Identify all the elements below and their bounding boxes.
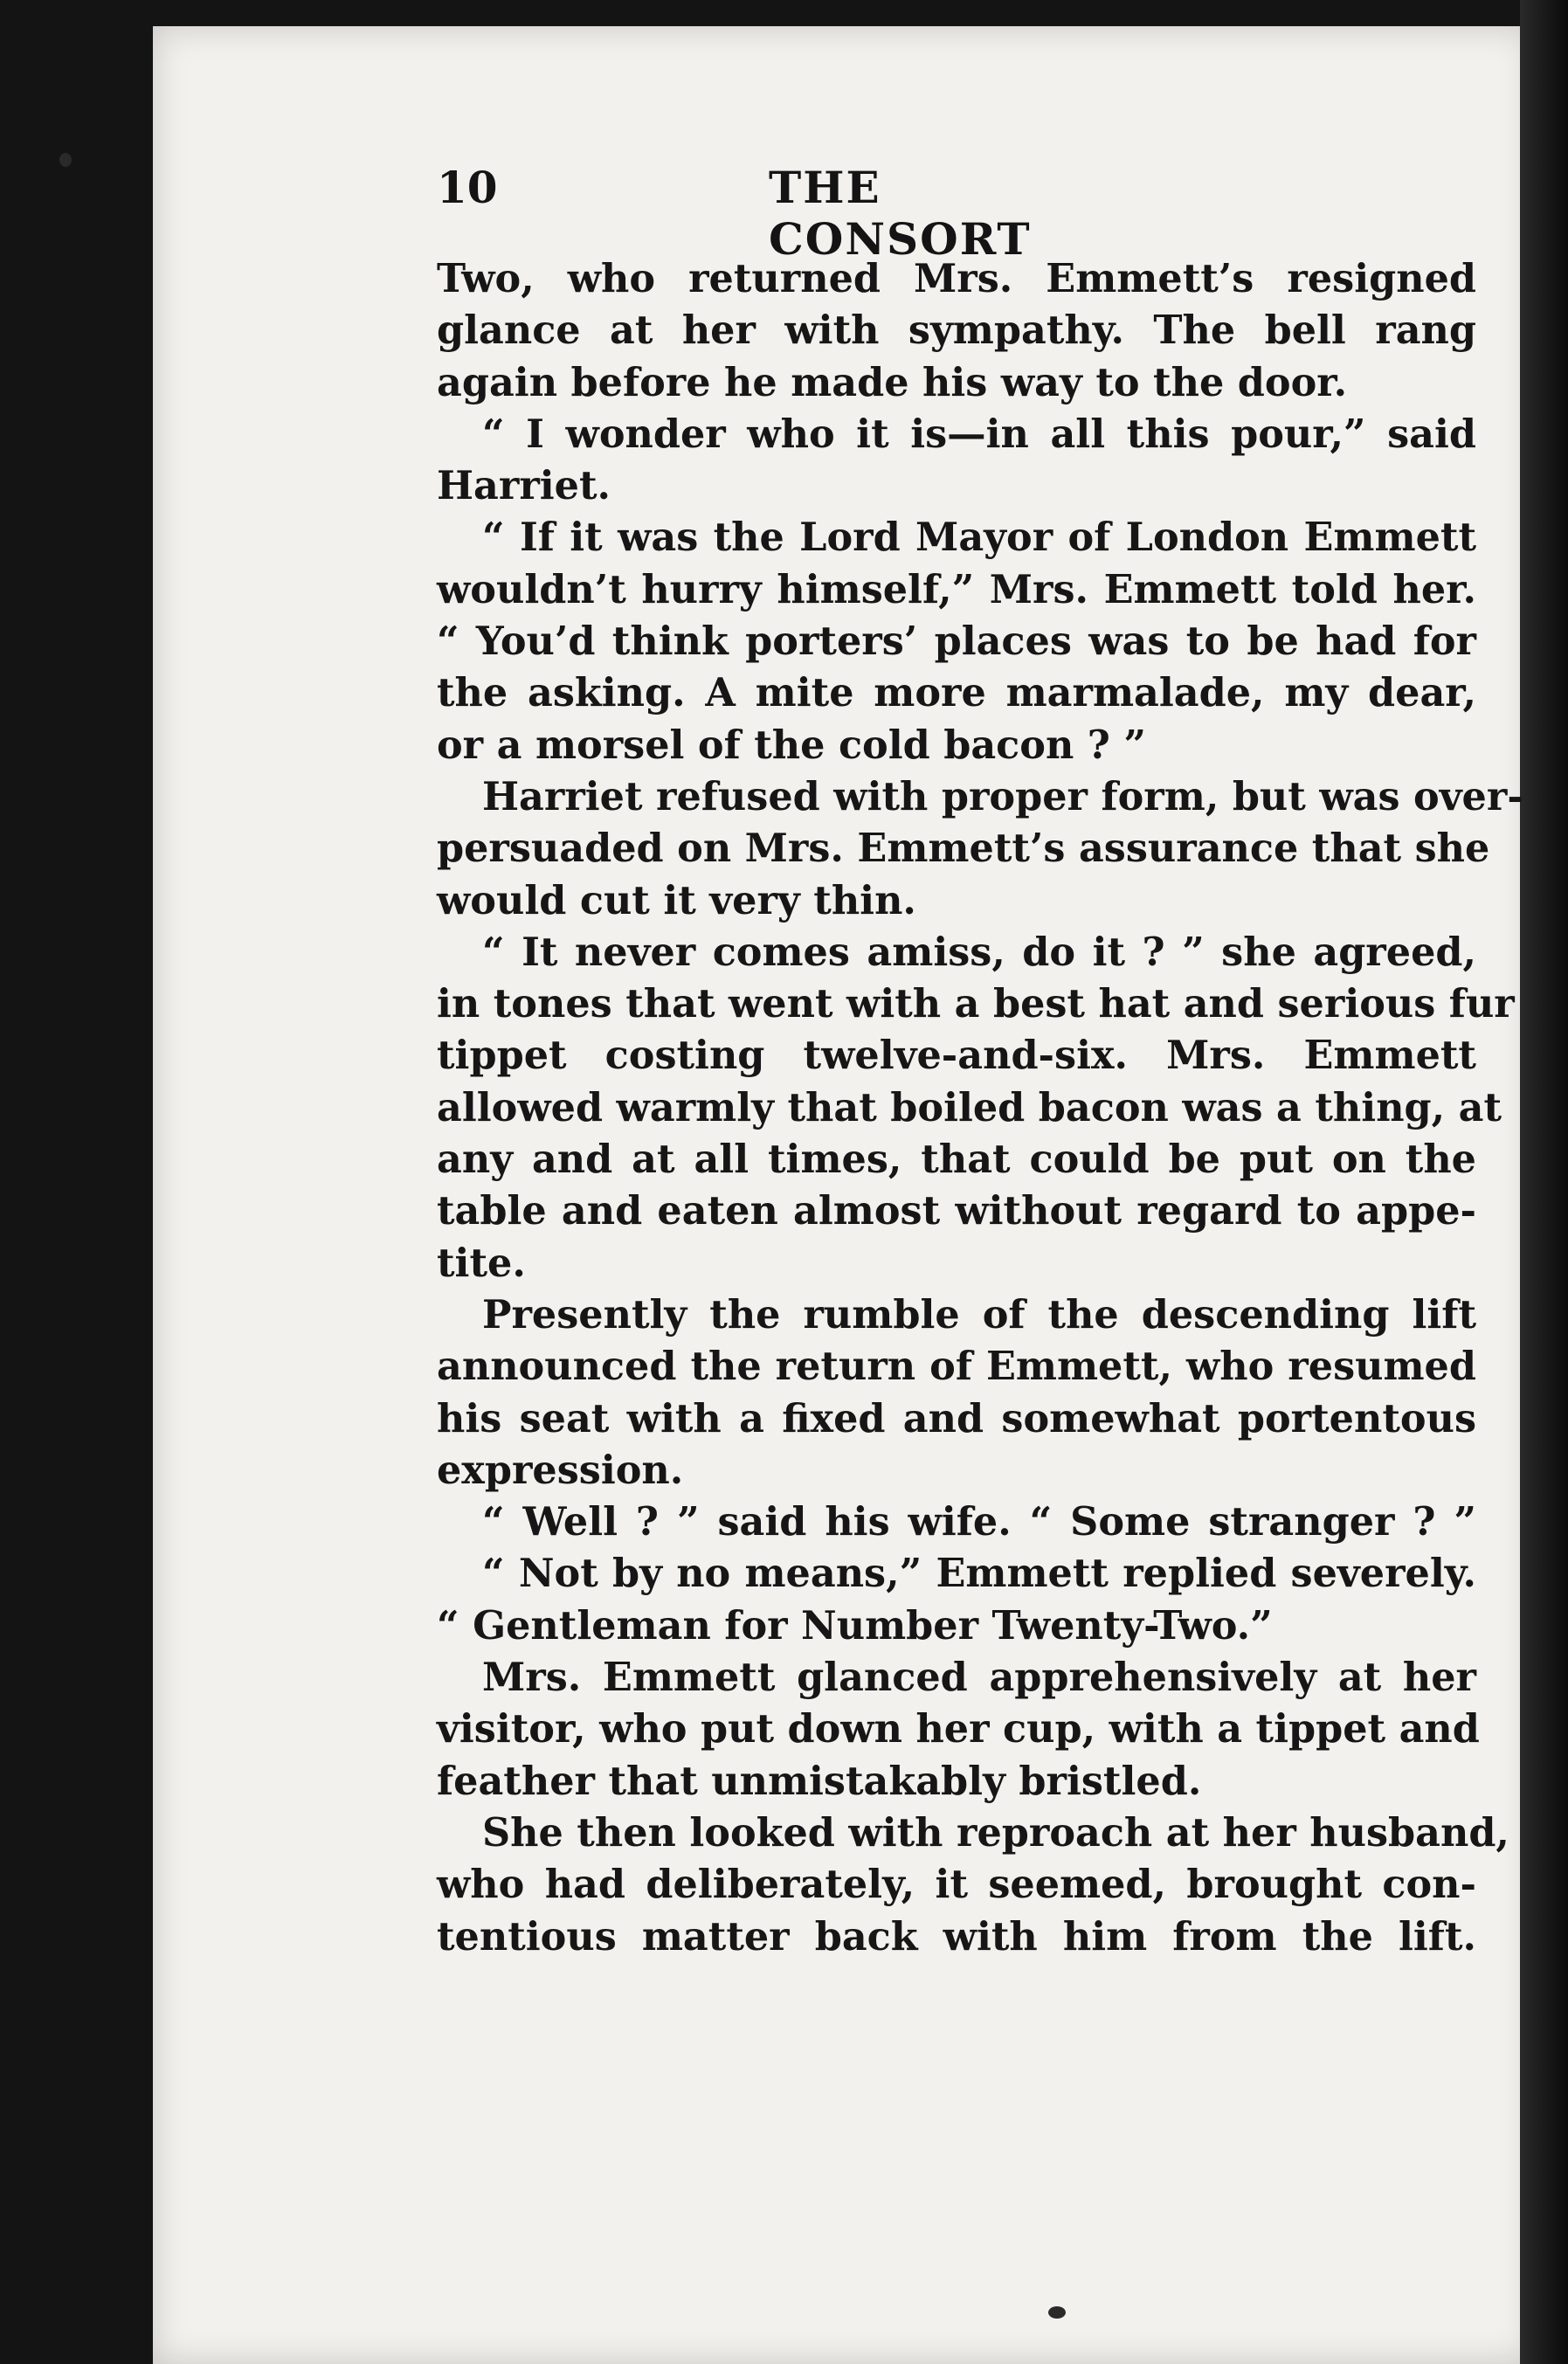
binding-shadow	[1520, 0, 1568, 2364]
text-line: “ It never comes amiss, do it ? ” she agreed,	[482, 929, 1476, 975]
text-line: visitor, who put down her cup, with a tippet and	[437, 1706, 1480, 1752]
text-line: expression.	[437, 1447, 684, 1493]
text-line: Presently the rumble of the descending lift	[482, 1291, 1476, 1338]
text-line: “ If it was the Lord Mayor of London Emmett	[482, 515, 1476, 561]
text-line: table and eaten almost without regard to appe-	[437, 1188, 1476, 1234]
text-line: tite.	[437, 1240, 526, 1286]
page-header	[437, 162, 1153, 265]
body-text	[437, 253, 1523, 1963]
text-line: allowed warmly that boiled bacon was a thing, at	[437, 1084, 1502, 1130]
text-line: Two, who returned Mrs. Emmett’s resigned	[437, 256, 1476, 301]
text-line: glance at her with sympathy. The bell rang	[437, 308, 1476, 354]
text-line: tippet costing twelve-and-six. Mrs. Emmett	[437, 1033, 1476, 1079]
text-line: any and at all times, that could be put on the	[437, 1137, 1476, 1183]
text-line: “ Gentleman for Number Twenty-Two.”	[437, 1602, 1273, 1649]
page-number: 10	[437, 162, 498, 213]
text-line: “ I wonder who it is—in all this pour,” said	[482, 411, 1476, 457]
text-line: the asking. A mite more marmalade, my dear,	[437, 670, 1476, 716]
text-line: or a morsel of the cold bacon ? ”	[437, 722, 1146, 768]
text-line: “ Not by no means,” Emmett replied severely.	[482, 1551, 1476, 1597]
text-line: wouldn’t hurry himself,” Mrs. Emmett told her.	[437, 566, 1476, 612]
running-title: THE CONSORT	[769, 162, 1032, 265]
text-line: his seat with a fixed and somewhat portentous	[437, 1395, 1476, 1441]
dust-speck	[1048, 2306, 1066, 2319]
text-line: persuaded on Mrs. Emmett’s assurance that she	[437, 826, 1490, 872]
text-line: again before he made his way to the door.	[437, 359, 1348, 405]
text-line: tentious matter back with him from the lift.	[437, 1913, 1476, 1960]
dust-speck	[59, 153, 72, 167]
text-line: Harriet refused with proper form, but was over-	[482, 773, 1523, 819]
text-line: “ Well ? ” said his wife. “ Some stranger ? ”	[482, 1499, 1476, 1545]
text-line: She then looked with reproach at her husband,	[482, 1809, 1509, 1856]
text-line: “ You’d think porters’ places was to be had for	[437, 619, 1476, 665]
text-line: announced the return of Emmett, who resumed	[437, 1344, 1476, 1390]
text-line: would cut it very thin.	[437, 877, 916, 923]
text-line: in tones that went with a best hat and serious fur	[437, 981, 1515, 1027]
text-line: feather that unmistakably bristled.	[437, 1758, 1202, 1804]
text-line: who had deliberately, it seemed, brought con-	[437, 1862, 1476, 1908]
text-line: Mrs. Emmett glanced apprehensively at her	[482, 1655, 1476, 1701]
text-line: Harriet.	[437, 463, 611, 509]
